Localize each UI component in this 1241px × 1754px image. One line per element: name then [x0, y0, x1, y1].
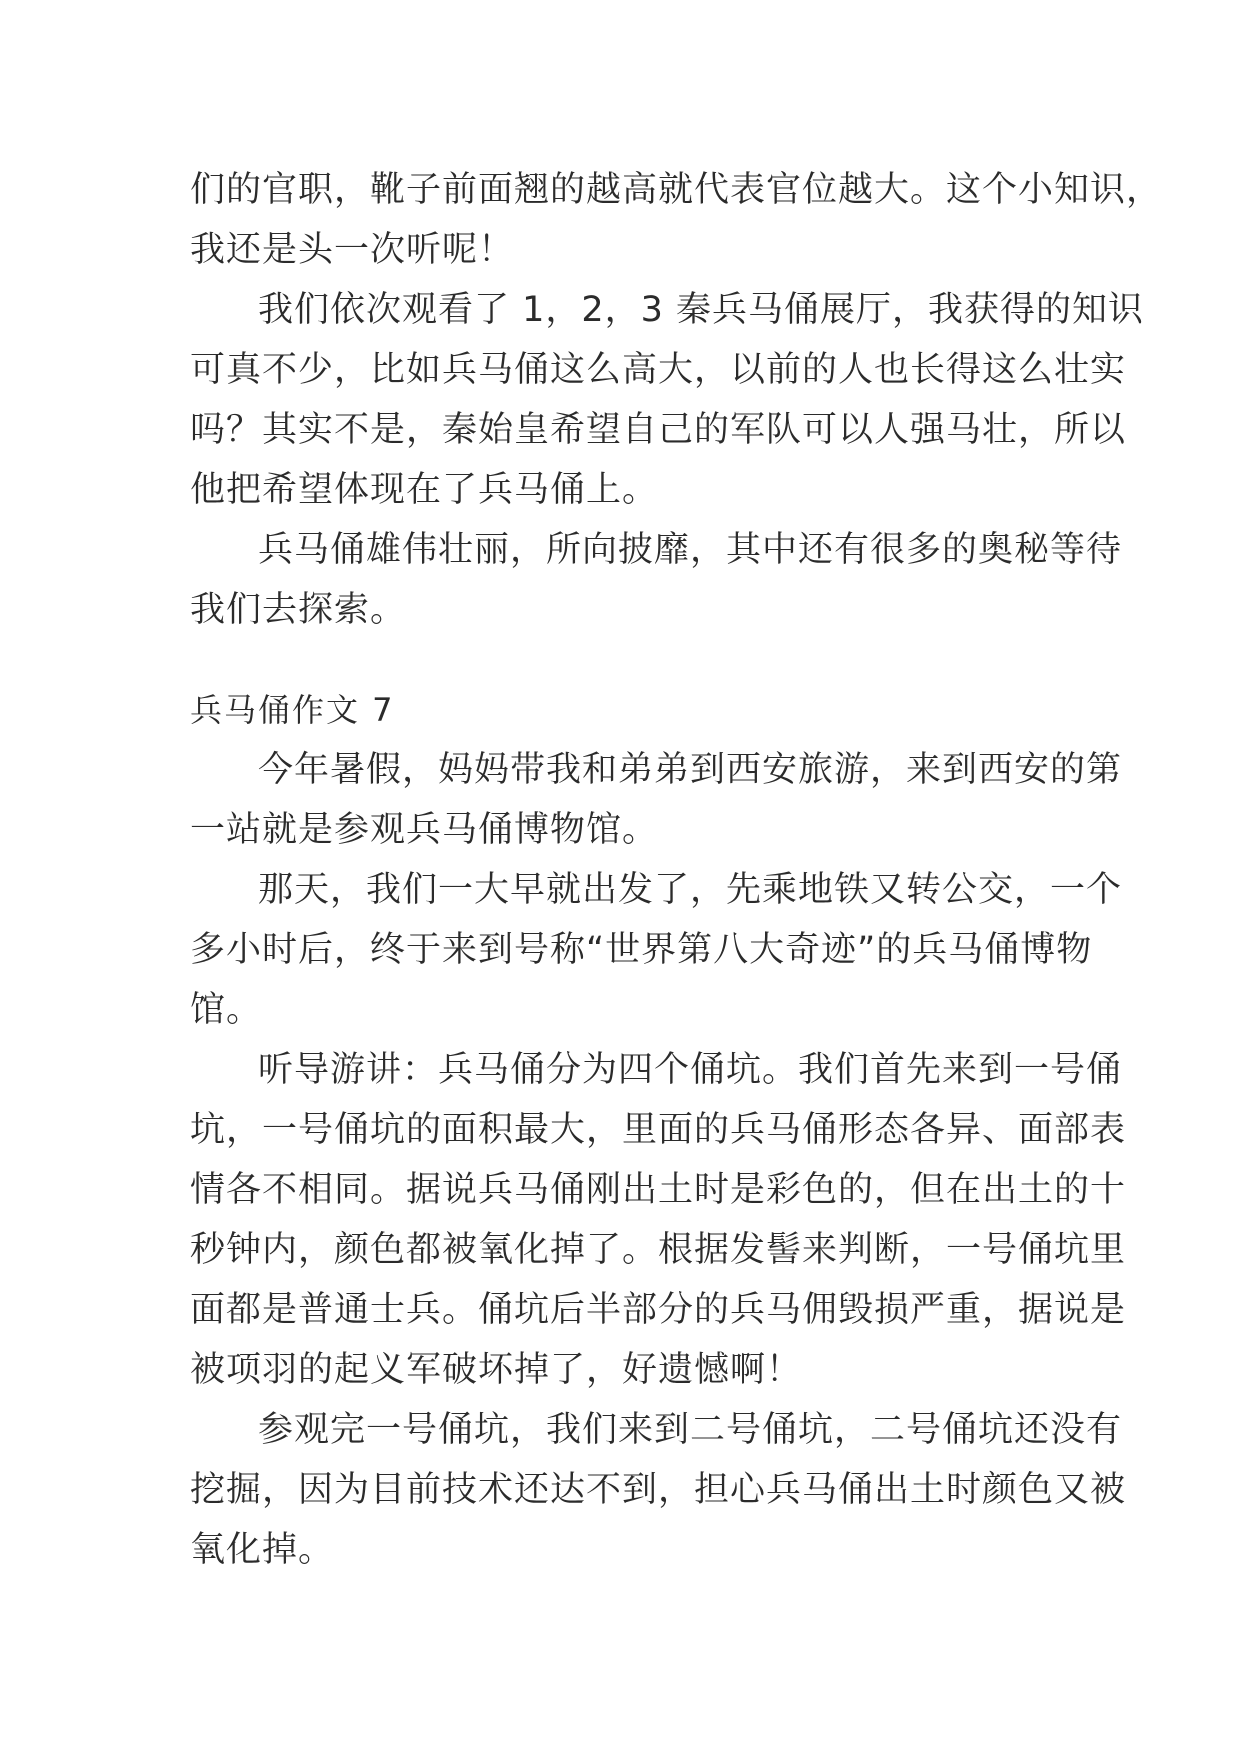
paragraph-summer-trip: [190, 740, 1123, 860]
text-line: 挖掘，因为目前技术还达不到，担心兵马俑出土时颜色又被: [190, 1470, 1127, 1510]
text-line: 被项羽的起义军破坏掉了，好遗憾啊！: [190, 1350, 803, 1390]
paragraph-pit-one: [190, 1040, 1127, 1400]
text-line: 那天，我们一大早就出发了，先乘地铁又转公交，一个: [258, 870, 1123, 910]
section-title: 兵马俑作文 7: [190, 691, 395, 729]
text-line: 面都是普通士兵。俑坑后半部分的兵马佣毁损严重，据说是: [190, 1290, 1127, 1330]
text-line: 氧化掉。: [190, 1530, 335, 1570]
text-line: 秒钟内，颜色都被氧化掉了。根据发髻来判断，一号俑坑里: [190, 1230, 1127, 1270]
text-line: 他把希望体现在了兵马俑上。: [190, 470, 659, 510]
text-line: 我们去探索。: [190, 590, 407, 630]
paragraph-conclusion: [190, 520, 1123, 640]
text-line: 馆。: [190, 990, 263, 1030]
text-line: 我还是头一次听呢！: [190, 230, 515, 270]
text-line: 今年暑假，妈妈带我和弟弟到西安旅游，来到西安的第: [258, 750, 1123, 790]
text-line: 可真不少，比如兵马俑这么高大，以前的人也长得这么壮实: [190, 350, 1127, 390]
text-line: 多小时后，终于来到号称“世界第八大奇迹”的兵马俑博物: [190, 930, 1093, 970]
text-line: 吗？其实不是，秦始皇希望自己的军队可以人强马壮，所以: [190, 410, 1127, 450]
text-line: 一站就是参观兵马俑博物馆。: [190, 810, 659, 850]
paragraph-departure: [190, 860, 1123, 1040]
text-line: 们的官职，靴子前面翘的越高就代表官位越大。这个小知识，: [190, 170, 1163, 210]
paragraph-exhibition-halls: [190, 280, 1145, 520]
text-line: 听导游讲：兵马俑分为四个俑坑。我们首先来到一号俑: [258, 1050, 1123, 1090]
text-line: 参观完一号俑坑，我们来到二号俑坑，二号俑坑还没有: [258, 1410, 1123, 1450]
text-line: 情各不相同。据说兵马俑刚出土时是彩色的，但在出土的十: [190, 1170, 1127, 1210]
text-line: 兵马俑雄伟壮丽，所向披靡，其中还有很多的奥秘等待: [258, 530, 1123, 570]
text-line: 我们依次观看了 1，2，3 秦兵马俑展厅，我获得的知识: [258, 290, 1145, 330]
paragraph-pit-two: [190, 1400, 1127, 1580]
intro-paragraph: [190, 160, 1163, 280]
text-line: 坑，一号俑坑的面积最大，里面的兵马俑形态各异、面部表: [190, 1110, 1127, 1150]
